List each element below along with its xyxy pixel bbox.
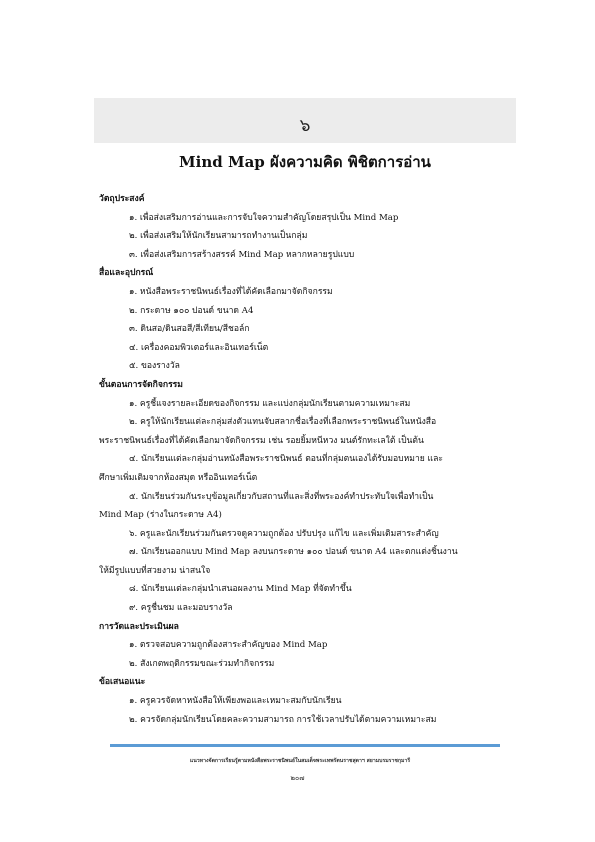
body-line: Mind Map (ร่างในกระดาษ A4): [99, 510, 222, 521]
section-heading: วัตถุประสงค์: [99, 194, 145, 204]
body-line: ๒. เพื่อส่งเสริมให้นักเรียนสามารถทำงานเป็นกลุ่ม: [129, 231, 308, 242]
footer-rule: [110, 744, 500, 747]
section-heading: ข้อเสนอแนะ: [99, 677, 146, 688]
section-heading: สื่อและอุปกรณ์: [99, 268, 154, 279]
body-line: ๘. นักเรียนแต่ละกลุ่มนำเสนอผลงาน Mind Map ที่จัดทำขึ้น: [129, 584, 352, 595]
page-number: ๒๐๗: [290, 774, 305, 782]
body-line: ศึกษาเพิ่มเติมจากห้องสมุด หรืออินเทอร์เน็ต: [99, 472, 258, 483]
body-line: ๖. ครูและนักเรียนร่วมกันตรวจดูความถูกต้อง ปรับปรุง แก้ไข และเพิ่มเติมสาระสำคัญ: [129, 528, 439, 539]
body-line: ๑. ครูชี้แจงรายละเอียดของกิจกรรม และแบ่งกลุ่มนักเรียนตามความเหมาะสม: [129, 398, 411, 409]
body-line: ๑. ครูควรจัดหาหนังสือให้เพียงพอและเหมาะสมกับนักเรียน: [129, 696, 342, 707]
section-heading: ขั้นตอนการจัดกิจกรรม: [99, 379, 183, 390]
body-line: ๒. สังเกตพฤติกรรมขณะร่วมทำกิจกรรม: [129, 658, 275, 669]
body-line: ๓. ดินสอ/ดินสอสี/สีเทียน/สีชอล์ก: [129, 324, 250, 335]
body-line: ๙. ครูชื่นชม และมอบรางวัล: [129, 603, 233, 614]
page-title: Mind Map ผังความคิด พิชิตการอ่าน: [179, 153, 431, 171]
body-line: ๔. เครื่องคอมพิวเตอร์และอินเทอร์เน็ต: [129, 342, 269, 353]
chapter-number: ๖: [299, 116, 311, 136]
body-line: ให้มีรูปแบบที่สวยงาม น่าสนใจ: [99, 565, 211, 576]
body-line: ๔. นักเรียนแต่ละกลุ่มอ่านหนังสือพระราชนิพนธ์ ตอนที่กลุ่มตนเองได้รับมอบหมาย และ: [129, 454, 443, 465]
body-line: ๑. หนังสือพระราชนิพนธ์เรื่องที่ได้คัดเลือกมาจัดกิจกรรม: [129, 286, 333, 297]
section-heading: การวัดและประเมินผล: [99, 621, 179, 632]
body-line: ๓. เพื่อส่งเสริมการสร้างสรรค์ Mind Map หลากหลายรูปแบบ: [129, 249, 355, 260]
body-line: ๑. ตรวจสอบความถูกต้องสาระสำคัญของ Mind Map: [129, 640, 328, 651]
body-line: ๕. นักเรียนร่วมกันระบุข้อมูลเกี่ยวกับสถานที่และสิ่งที่พระองค์ทำประทับใจเพื่อทำเป็น: [129, 491, 434, 502]
footer-text: แนวทางจัดการเรียนรู้ตามหนังสือพระราชนิพนธ์ในสมเด็จพระเทพรัตนราชสุดาฯ สยามบรมราชกุมารี: [189, 758, 411, 764]
body-line: ๕. ของรางวัล: [129, 361, 180, 372]
body-line: พระราชนิพนธ์เรื่องที่ได้คัดเลือกมาจัดกิจกรรม เช่น รอยยิ้มหนีหวง มนต์รักทะเลใต้ เป็นต้น: [99, 435, 424, 446]
body-line: ๒. กระดาษ ๑๐๐ ปอนด์ ขนาด A4: [129, 305, 254, 316]
body-line: ๒. ครูให้นักเรียนแต่ละกลุ่มส่งตัวแทนจับสลากชื่อเรื่องที่เลือกพระราชนิพนธ์ในหนังสือ: [129, 417, 437, 428]
body-content: [99, 190, 517, 729]
body-line: ๗. นักเรียนออกแบบ Mind Map ลงบนกระดาษ ๑๐๐ ปอนด์ ขนาด A4 และตกแต่งชิ้นงาน: [129, 547, 458, 558]
body-line: ๑. เพื่อส่งเสริมการอ่านและการจับใจความสำคัญโดยสรุปเป็น Mind Map: [129, 212, 399, 223]
chapter-header-band: [94, 98, 516, 143]
body-line: ๒. ควรจัดกลุ่มนักเรียนโดยคละความสามารถ การใช้เวลาปรับได้ตามความเหมาะสม: [129, 714, 437, 725]
